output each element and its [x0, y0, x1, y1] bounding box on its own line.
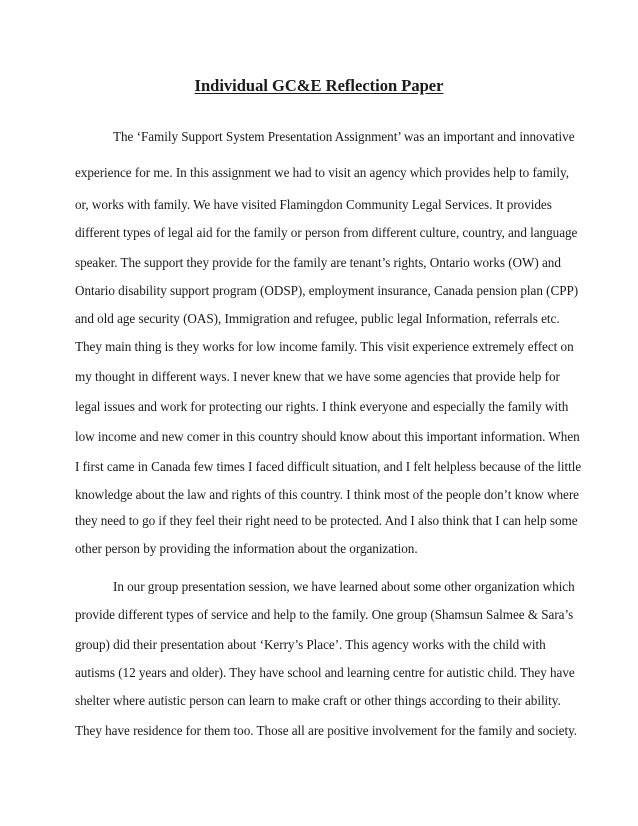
text-line: they need to go if they feel their right need to be protected. And I also think that I can help some [75, 513, 578, 528]
text-line: I first came in Canada few times I faced difficult situation, and I felt helpless because of the little [75, 459, 582, 474]
text-line: group) did their presentation about ‘Kerry’s Place’. This agency works with the child with [75, 637, 546, 652]
text-line: They have residence for them too. Those all are positive involvement for the family and society. [75, 723, 578, 738]
text-line: In our group presentation session, we have learned about some other organization which [113, 579, 575, 594]
text-line: my thought in different ways. I never knew that we have some agencies that provide help for [75, 369, 560, 384]
text-line: knowledge about the law and rights of this country. I think most of the people don’t know where [75, 487, 579, 502]
text-line: They main thing is they works for low income family. This visit experience extremely effect on [75, 339, 574, 354]
text-line: low income and new comer in this country should know about this important information. When [75, 429, 580, 444]
text-line: legal issues and work for protecting our rights. I think everyone and especially the family with [75, 399, 569, 414]
text-line: experience for me. In this assignment we had to visit an agency which provides help to family, [75, 165, 569, 180]
text-line: and old age security (OAS), Immigration and refugee, public legal Information, referrals etc. [75, 311, 560, 326]
text-line: shelter where autistic person can learn to make craft or other things according to their ability. [75, 693, 561, 708]
text-line: speaker. The support they provide for the family are tenant’s rights, Ontario works (OW) and [75, 255, 561, 270]
text-line: or, works with family. We have visited Flamingdon Community Legal Services. It provides [75, 197, 552, 212]
text-line: other person by providing the information about the organization. [75, 541, 418, 556]
text-line: Ontario disability support program (ODSP), employment insurance, Canada pension plan (CPP) [75, 283, 579, 298]
page-title: Individual GC&E Reflection Paper [194, 76, 444, 95]
text-line: The ‘Family Support System Presentation Assignment’ was an important and innovative [113, 129, 575, 144]
text-line: different types of legal aid for the family or person from different culture, country, and language [75, 225, 578, 240]
text-line: provide different types of service and help to the family. One group (Shamsun Salmee & Sara’s [75, 607, 574, 622]
text-line: autisms (12 years and older). They have school and learning centre for autistic child. They have [75, 665, 575, 680]
